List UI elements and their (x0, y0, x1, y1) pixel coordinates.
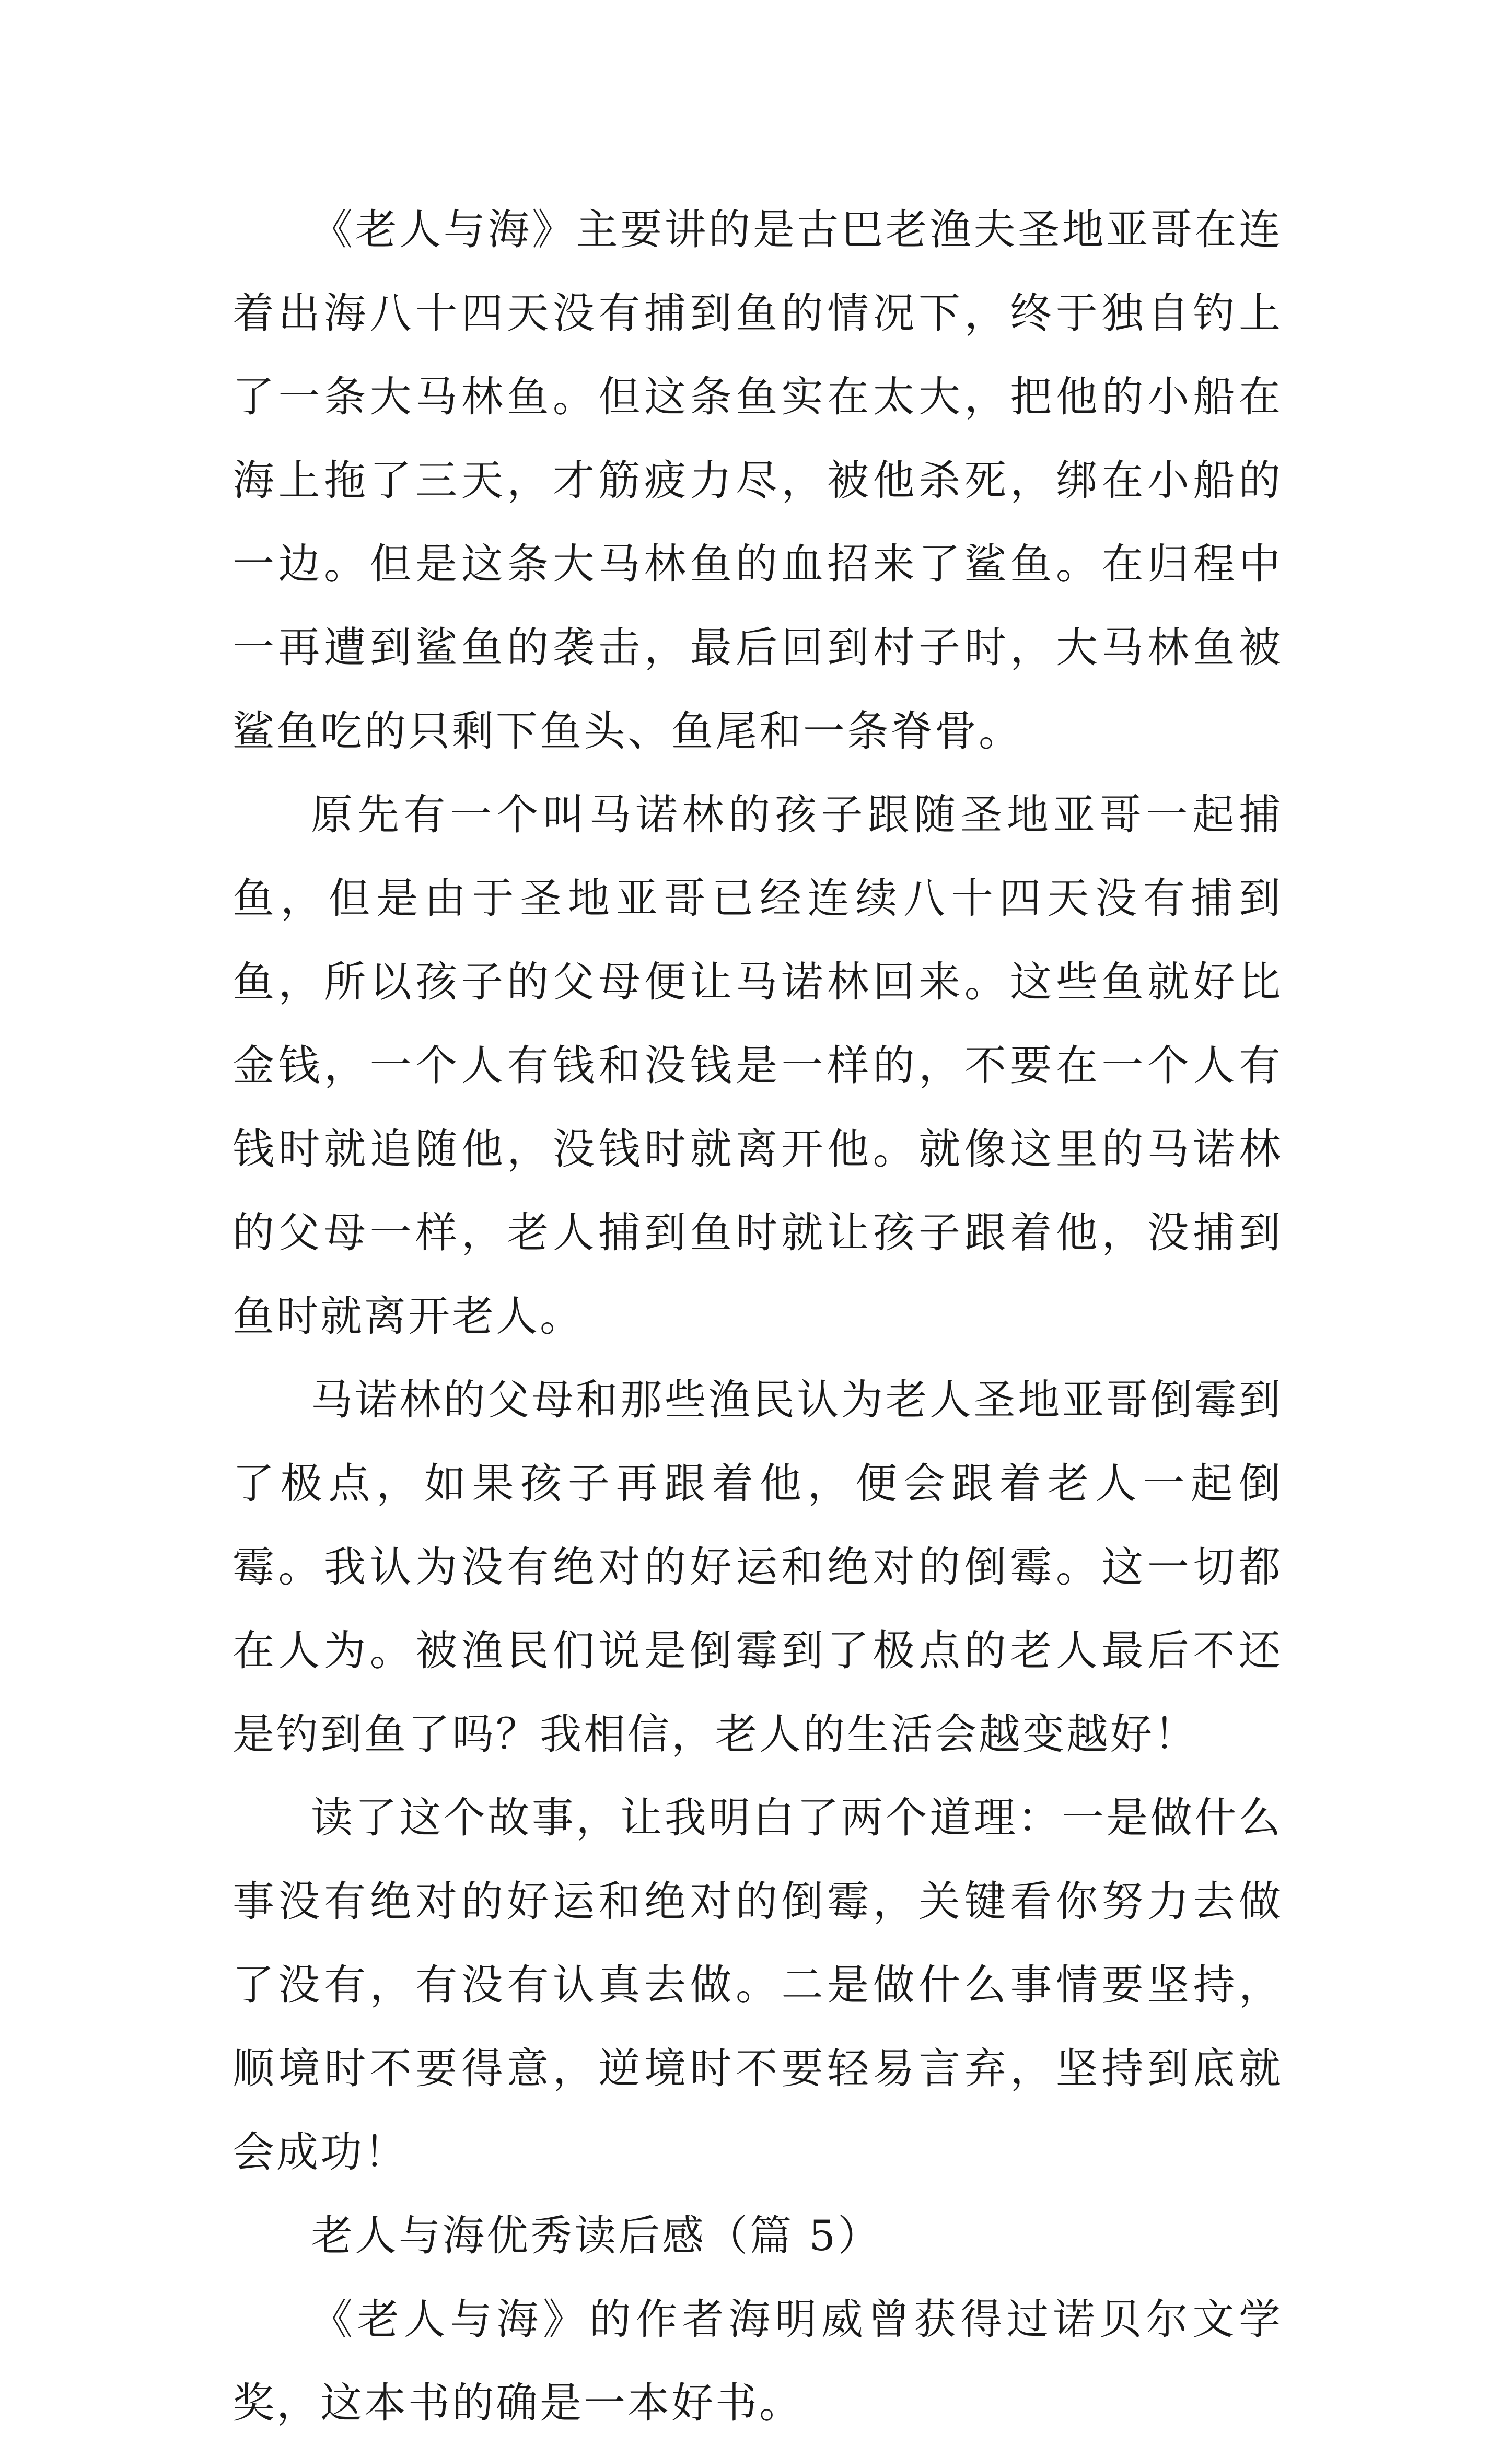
paragraph-4: 读了这个故事，让我明白了两个道理：一是做什么事没有绝对的好运和绝对的倒霉，关键看你努力去做了没有，有没有认真去做。二是做什么事情要坚持，顺境时不要得意，逆境时不要轻易言弃，坚持到底就会成功！ (232, 1794, 1283, 2176)
paragraph-3: 马诺林的父母和那些渔民认为老人圣地亚哥倒霉到了极点，如果孩子再跟着他，便会跟着老人一起倒霉。我认为没有绝对的好运和绝对的倒霉。这一切都在人为。被渔民们说是倒霉到了极点的老人最后不还是钓到鱼了吗？我相信，老人的生活会越变越好！ (232, 1376, 1283, 1759)
document-body (232, 188, 1283, 2445)
paragraph-5: 《老人与海》的作者海明威曾获得过诺贝尔文学奖，这本书的确是一本好书。 (232, 2295, 1283, 2427)
paragraph-1: 《老人与海》主要讲的是古巴老渔夫圣地亚哥在连着出海八十四天没有捕到鱼的情况下，终于独自钓上了一条大马林鱼。但这条鱼实在太大，把他的小船在海上拖了三天，才筋疲力尽，被他杀死，绑在小船的一边。但是这条大马林鱼的血招来了鲨鱼。在归程中一再遭到鲨鱼的袭击，最后回到村子时，大马林鱼被鲨鱼吃的只剩下鱼头、鱼尾和一条脊骨。 (232, 205, 1283, 755)
paragraph-2: 原先有一个叫马诺林的孩子跟随圣地亚哥一起捕鱼，但是由于圣地亚哥已经连续八十四天没有捕到鱼，所以孩子的父母便让马诺林回来。这些鱼就好比金钱，一个人有钱和没钱是一样的，不要在一个人有钱时就追随他，没钱时就离开他。就像这里的马诺林的父母一样，老人捕到鱼时就让孩子跟着他，没捕到鱼时就离开老人。 (232, 790, 1283, 1341)
section-heading: 老人与海优秀读后感（篇 5） (311, 2211, 882, 2260)
